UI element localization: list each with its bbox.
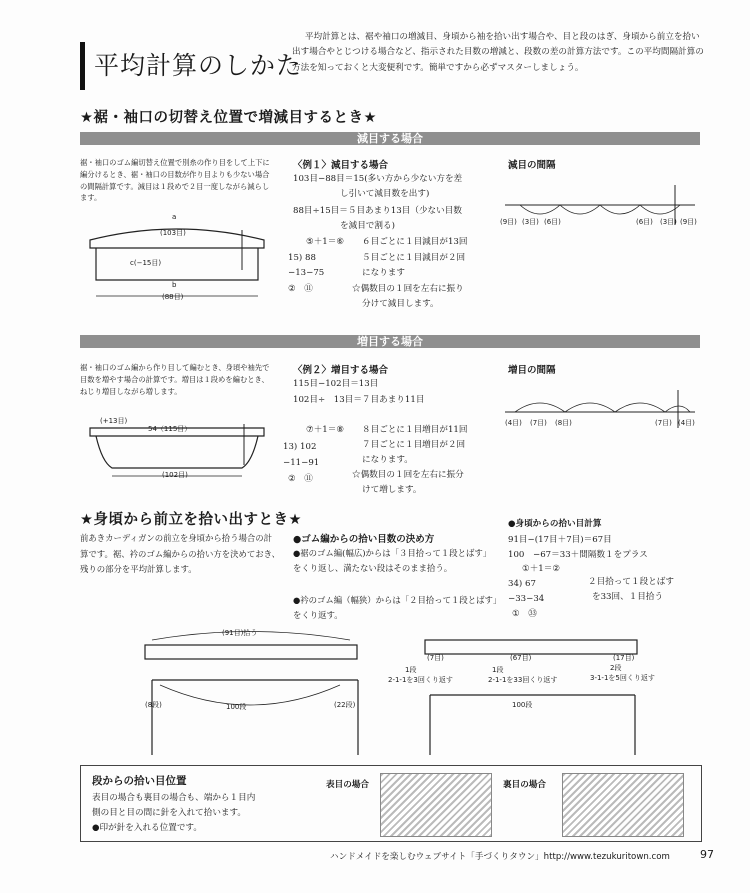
example1-line1: 103目−88目＝15(多い方から少ない方を差 — [293, 174, 463, 184]
d2-right: (17目) — [613, 654, 635, 662]
box-text3: ●印が針を入れる位置です。 — [92, 823, 202, 833]
box-front-label: 表目の場合 — [326, 780, 369, 790]
d-interval-4: (3目) — [660, 218, 677, 226]
page-number: 97 — [700, 848, 714, 861]
title-bar — [80, 42, 85, 90]
body-calc2: 34) 67 — [508, 579, 536, 589]
example1-title: 〈例１〉減目する場合 — [293, 160, 389, 171]
d2-middle: (67目) — [510, 654, 532, 662]
decrease-label-a-val: (103目) — [160, 229, 186, 237]
d-interval-1: (3目) — [522, 218, 539, 226]
intro-text: 平均計算とは、裾や袖口の増減目、身頃から袖を拾い出す場合や、目と段のはぎ、身頃から前立を拾い出す場合やとじつける場合など、指示された目数の増減と、段数の差の計算方法です。この平均間隔計算の方法を知っておくと大変便利です。簡単ですから必ずマスターしましょう。 — [292, 32, 704, 73]
section2-desc: 前あきカーディガンの前立を身頃から拾う場合の計算です。裾、衿のゴム編からの拾い方を決めておき、残りの部分を平均計算します。 — [80, 533, 280, 574]
d2-a2: 2-1-1を3回くり返す — [388, 676, 453, 684]
d2-a: 1段 — [405, 666, 417, 674]
d1-mid: 100段 — [226, 703, 247, 711]
increase-desc: 裾・袖口のゴム編から作り目して編むとき、身頃や袖先で目数を増やす場合の計算です。増目は１段めを編むとき、ねじり増目しながら増します。 — [80, 363, 270, 396]
section1-heading: ★裾・袖口の切替え位置で増減目するとき★ — [80, 110, 377, 126]
example1-calc3: −13−75 — [288, 268, 325, 278]
decrease-interval-title: 減目の間隔 — [508, 160, 556, 171]
example2-calc3: −11−91 — [283, 458, 320, 468]
example2-line1: 115目−102目＝13目 — [293, 379, 379, 389]
d-interval-5: (9目) — [680, 218, 697, 226]
knit-front-swatch — [380, 773, 492, 837]
decrease-label-b: b — [172, 281, 177, 289]
box-title: 段からの拾い目位置 — [92, 775, 187, 787]
example1-note4: ☆偶数目の１回を左右に振り — [352, 284, 464, 294]
decrease-label-a: a — [172, 213, 177, 221]
i-interval-4: (4目) — [678, 419, 695, 427]
d2-c2: 3-1-1を5回くり返す — [590, 674, 655, 682]
increase-interval-title: 増目の間隔 — [508, 365, 556, 376]
body-calc4: ① ㉝ — [512, 609, 537, 619]
i-interval-0: (4目) — [505, 419, 522, 427]
body-note1: ２目拾って１段とばす — [588, 577, 674, 587]
d1-left: (8段) — [145, 701, 162, 709]
i-interval-3: (7目) — [655, 419, 672, 427]
decrease-label-c: c(−15目) — [130, 259, 162, 267]
example1-calc1: ⑤＋1＝⑥ — [306, 237, 345, 247]
pickup-diagram-left — [140, 625, 365, 760]
example2-calc1: ⑦＋1＝⑧ — [306, 425, 345, 435]
d-interval-0: (9目) — [500, 218, 517, 226]
d2-left: (7目) — [427, 654, 444, 662]
body-calc3: −33−34 — [508, 594, 545, 604]
rib-rule-2: ●衿のゴム編（幅狭）からは「２目拾って１段とばす」をくり返す。 — [293, 595, 498, 620]
example2-note1: ８目ごとに１目増目が11回 — [362, 425, 468, 435]
body-note2: を33回、１目拾う — [592, 592, 664, 602]
example2-note2: ７目ごとに１目増目が２回 — [362, 440, 466, 450]
decrease-desc: 裾・袖口のゴム編切替え位置で別糸の作り目をして上下に編分けるとき、裾・袖口の目数が作り目よりも少ない場合の間隔計算です。減目は１段めで２目一度しながら減らします。 — [80, 158, 270, 203]
example1-line2: 88目÷15目＝５目あまり13目（少ない目数 — [293, 206, 462, 216]
decrease-band: 減目する場合 — [80, 132, 700, 145]
box-text1: 表目の場合も裏目の場合も、端から１目内 — [92, 793, 256, 803]
body-pickup-line1: 91目−(17目＋7目)＝67目 — [508, 535, 612, 545]
box-text2: 側の目と目の間に針を入れて拾います。 — [92, 808, 247, 818]
decrease-label-b-val: (88目) — [162, 293, 184, 301]
example1-calc2: 15) 88 — [288, 253, 316, 263]
knit-back-swatch — [562, 773, 684, 837]
increase-label-plus: (+13目) — [100, 417, 128, 425]
d-interval-3: (6目) — [636, 218, 653, 226]
example1-line2b: を減目で割る) — [340, 221, 395, 231]
decrease-diagram — [82, 210, 272, 305]
i-interval-2: (8目) — [555, 419, 572, 427]
increase-label-top: 54（115目） — [148, 425, 192, 433]
d2-b2: 2-1-1を33回くり返す — [488, 676, 558, 684]
body-pickup-line2: 100 −67＝33＋間隔数１をプラス — [508, 550, 648, 560]
d-interval-2: (6目) — [544, 218, 561, 226]
example1-calc4: ② ⑪ — [288, 284, 313, 294]
example2-title: 〈例２〉増目する場合 — [293, 365, 389, 376]
d2-mid: 100段 — [512, 701, 533, 709]
example1-note1: ６目ごとに１目減目が13回 — [362, 237, 468, 247]
example2-note5: けて増します。 — [362, 485, 422, 495]
rib-rule-1: ●裾のゴム編(幅広)からは「３目拾って１段とばす」をくり返し、満たない段はそのまま拾う。 — [293, 548, 492, 573]
body-calc1: ①＋1＝② — [522, 564, 561, 574]
d1-right: (22段) — [334, 701, 356, 709]
section2-heading: ★身頃から前立を拾い出すとき★ — [80, 512, 302, 528]
body-pickup-title: ●身頃からの拾い目計算 — [508, 519, 602, 529]
page-title: 平均計算のしかた — [94, 51, 303, 80]
example2-note3: になります。 — [362, 455, 413, 465]
d2-c: 2段 — [610, 664, 622, 672]
footer-text: ハンドメイドを楽しむウェブサイト「手づくりタウン」http://www.tezukuritown.com — [330, 852, 670, 862]
rib-title: ●ゴム編からの拾い目数の決め方 — [293, 534, 435, 545]
example2-calc2: 13) 102 — [283, 442, 317, 452]
example1-note3: になります — [362, 268, 405, 278]
example2-calc4: ② ⑪ — [288, 474, 313, 484]
example1-note2: ５目ごとに１目減目が２回 — [362, 253, 466, 263]
example2-line2: 102目÷ 13目＝７目あまり11目 — [293, 395, 425, 405]
example1-note5: 分けて減目します。 — [362, 299, 439, 309]
increase-label-bottom: (102目) — [162, 471, 188, 479]
box-back-label: 裏目の場合 — [503, 780, 546, 790]
increase-band: 増目する場合 — [80, 335, 700, 348]
example1-line1b: し引いて減目数を出す) — [340, 189, 430, 199]
i-interval-1: (7目) — [530, 419, 547, 427]
d2-b: 1段 — [492, 666, 504, 674]
example2-note4: ☆偶数目の１回を左右に振分 — [352, 470, 464, 480]
d1-top: (91目)拾う — [222, 629, 258, 637]
